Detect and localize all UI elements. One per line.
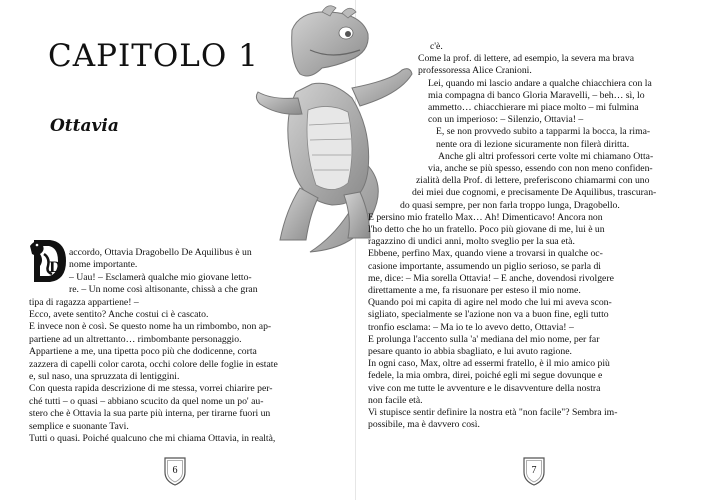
text-line: fedele, la mia ombra, direi, poiché egli mi segue dovunque e — [368, 370, 603, 382]
text-line: tipa di ragazza appartiene! – — [29, 296, 139, 308]
text-line: partiene ad un altrettanto… rimbombante personaggio. — [29, 333, 242, 345]
page-number-badge — [163, 456, 187, 486]
text-line: ammetto… chiacchierare mi piace molto – mi fulmina — [428, 102, 639, 114]
page-number: 7 — [531, 465, 537, 476]
page-number-badge — [522, 456, 546, 486]
text-line: sigliato, specialmente se l'azione non va a buon fine, egli tutto — [368, 309, 609, 321]
chapter-subtitle: Ottavia — [50, 116, 119, 136]
text-line: direttamente a me, fa risuonare per esteso il mio nome. — [368, 285, 581, 297]
text-line: via, anche se più spesso, essendo con non meno confiden- — [428, 163, 653, 175]
text-line: l'ho detto che ho un fratello. Poco più giovane di me, lui è un — [368, 224, 605, 236]
text-line: mia compagna di banco Gloria Maravelli, – beh… sì, lo — [428, 89, 645, 101]
text-line: pesare quanto io abbia sbagliato, e lui avuto ragione. — [368, 346, 572, 358]
text-line: accordo, Ottavia Dragobello De Aquilibus è un — [69, 247, 252, 258]
text-line: In ogni caso, Max, oltre ad essermi fratello, è il mio amico più — [368, 358, 610, 370]
text-line: nente ora di lezione sicuramente non filerà diritta. — [436, 138, 630, 150]
text-line: possibile, ma è davvero così. — [368, 419, 480, 431]
page-number: 6 — [172, 465, 178, 476]
text-line: non facile età. — [368, 394, 423, 406]
text-line: Ecco, avete sentito? Anche costui ci è cascato. — [29, 309, 209, 321]
text-line: re. – Un nome così altisonante, chissà a che gran — [69, 284, 258, 296]
text-line: Tutti o quasi. Poiché qualcuno che mi chiama Ottavia, in realtà, — [29, 433, 276, 445]
text-line: Anche gli altri professori certe volte mi chiamano Otta- — [438, 150, 654, 162]
text-line: do quasi sempre, per non farla troppo lunga, Dragobello. — [400, 199, 620, 211]
text-line: Ebbene, perfino Max, quando viene a trovarsi in qualche oc- — [368, 248, 603, 260]
text-line: E prolunga l'accento sulla 'a' mediana del mio nome, per far — [368, 333, 600, 345]
text-line: zazzera di capelli color carota, occhi colore delle foglie in estate — [29, 358, 278, 370]
text-line: me, dice: – Mia sorella Ottavia! – E anche, dovendosi rivolgere — [368, 272, 614, 284]
dropcap-letter: D — [49, 260, 62, 276]
text-line: Appartiene a me, una tipetta poco più che dodicenne, corta — [29, 346, 257, 358]
text-line: zialità della Prof. di lettere, preferiscono chiamarmi con uno — [416, 175, 650, 187]
chapter-title: CAPITOLO 1 — [48, 38, 259, 74]
text-line: Quando poi mi capita di agire nel modo che lui mi aveva scon- — [368, 297, 612, 309]
text-line: E invece non è così. Se questo nome ha un rimbombo, non ap- — [29, 321, 272, 333]
text-line: semplice e suonante Tavi. — [29, 420, 129, 432]
text-line: con un imperioso: – Silenzio, Ottavia! – — [428, 114, 584, 126]
text-line: ché tutti – o quasi – abbiano scucito da quel nome un po' au- — [29, 395, 264, 407]
right-body-text — [368, 41, 692, 432]
text-line: vive con me tutte le avventure e le disavventure della nostra — [368, 382, 601, 394]
text-line: c'è. — [430, 41, 443, 52]
right-page — [356, 0, 713, 500]
text-line: E persino mio fratello Max… Ah! Dimenticavo! Ancora non — [368, 211, 603, 223]
dragon-dropcap-icon — [28, 236, 70, 286]
text-line: – Uau! – Esclamerà qualche mio giovane letto- — [69, 271, 252, 283]
text-line: nome importante. — [69, 259, 138, 271]
text-line: Con questa rapida descrizione di me stessa, vorrei chiarire per- — [29, 383, 273, 395]
text-line: tronfio esclama: – Ma io te lo avevo detto, Ottavia! – — [368, 321, 574, 333]
text-line: Lei, quando mi lascio andare a qualche chiacchiera con la — [428, 77, 652, 89]
text-line: E, se non provvedo subito a tapparmi la bocca, la rima- — [436, 126, 651, 138]
text-line: professoressa Alice Cranioni. — [418, 65, 532, 77]
text-line: ragazzino di undici anni, molto sveglio per la sua età. — [368, 236, 575, 248]
text-line: e, sul naso, una spruzzata di lentiggini. — [29, 371, 180, 383]
text-line: Come la prof. di lettere, ad esempio, la severa ma brava — [418, 53, 634, 65]
text-line: stero che è Ottavia la sua parte più interna, per tirarne fuori un — [29, 408, 271, 420]
text-line: casione importante, assumendo un piglio serioso, se parla di — [368, 260, 601, 272]
left-body-text — [29, 247, 329, 446]
text-line: Vi stupisce sentir definire la nostra età "non facile"? Sembra im- — [368, 407, 618, 419]
text-line: dei miei due cognomi, e precisamente De Aquilibus, trascuran- — [412, 187, 657, 199]
